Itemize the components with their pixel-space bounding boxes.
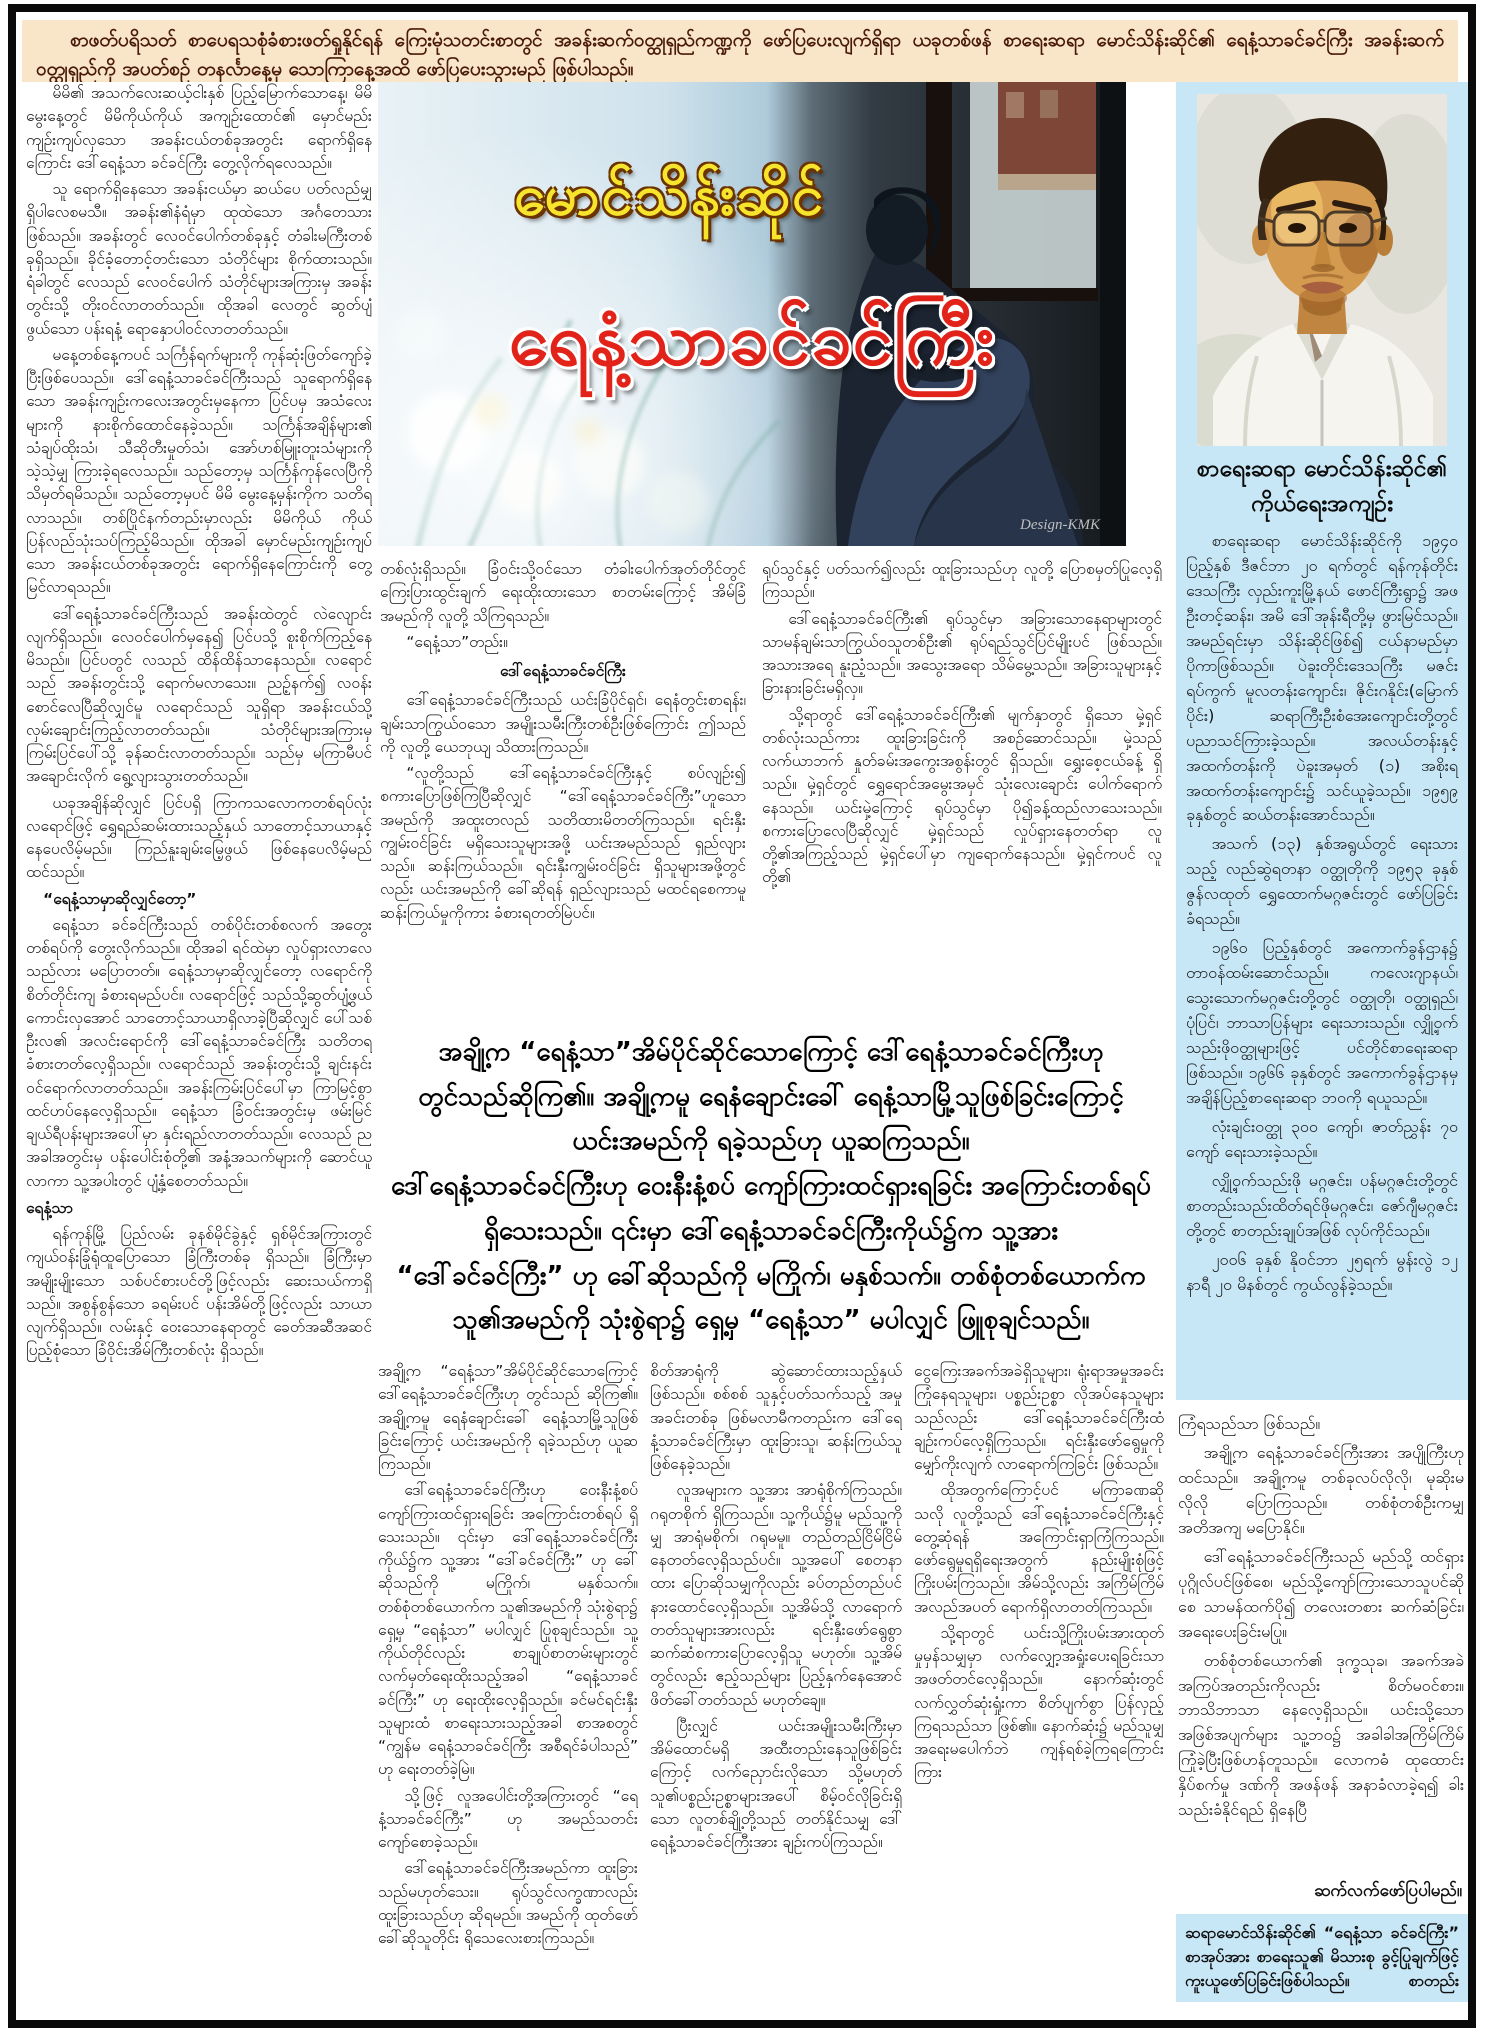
article-column-e [650,1360,902,2002]
pull-quote-line: အချို့က “ရေနံ့သာ”အိမ်ပိုင်ဆိုင်သောကြောင့် ဒေါ်ရေနံ့သာခင်ခင်ကြီးဟု [438,1037,1104,1067]
paragraph: ၁၉၆၀ ပြည့်နှစ်တွင် အကောက်ခွန်ဌာန၌ တာဝန်ထမ်းဆောင်သည်။ ကလေးဂျာနယ်၊ သွေးသောက်မဂ္ဂဇင်းတို့တွင် ဝတ္ထုတို၊ ဝတ္ထုရှည်၊ ပုံပြင်၊ ဘာသာပြန်များ ရေးသားသည်။ လျှို့ဝှက်သည်းဖိုဝတ္ထုများဖြင့် ပင်တိုင်စာရေးဆရာ ဖြစ်သည်။ ၁၉၆၆ ခုနှစ်တွင် အကောက်ခွန်ဌာနမှ အချိန်ပြည့်စာရေးဆရာ ဘဝကို ရယူသည်။ [1186,938,1458,1107]
author-portrait-painting [1197,94,1447,446]
photo-credit-signature: Design-KMK [1020,517,1100,533]
paragraph: ပြီးလျှင် ယင်းအမျိုးသမီးကြီးမှာ အိမ်ထောင်မရှိ အထီးတည်းနေသူဖြစ်ခြင်းကြောင့် လက်ညှောင်းလိုသော သို့မဟုတ် သူ၏ပစ္စည်းဥစ္စာများအပေါ် စိမ့်ဝင်လိုခြင်းရှိသော လူတစ်ချို့တို့သည် တတ်နိုင်သမျှ ဒေါ်ရေနံ့သာခင်ခင်ကြီးအား ချဉ်းကပ်ကြသည်။ [650,1716,902,1851]
paragraph: ဒေါ်ရေနံ့သာခင်ခင်ကြီးအမည်ကာ ထူးခြားသည်မဟုတ်သေး။ ရုပ်သွင်လက္ခဏာလည်း ထူးခြားသည်ဟု ဆိုရမည်။ အမည်ကို ထုတ်ဖော်ခေါ်ဆိုသူတိုင်း ရိုသေလေးစားကြသည်။ [378,1859,638,1947]
paragraph: သို့ရာတွင် ယင်းသို့ကြိုးပမ်းအားထုတ်မှုမှန်သမျှမှာ လက်လျှော့အရှုံးပေးရခြင်းသာ အဖတ်တင်လေ့ရှိသည်။ နောက်ဆုံးတွင် လက်လွှတ်ဆုံးရှုံးကာ စိတ်ပျက်စွာ ပြန်လှည့်ကြရသည်သာ ဖြစ်၏။ နောက်ဆုံး၌ မည်သူမျှ အရေးမပေါက်ဘဲ ကျန်ရစ်ခဲ့ကြရကြောင်း ကြား [914,1623,1164,1782]
hero-image [378,82,1126,546]
paragraph: မိမိ၏ အသက်လေးဆယ့်ငါးနှစ် ပြည့်မြောက်သောနေ့၊ မိမိမွေးနေ့တွင် မိမိကိုယ်ကိုယ် အကျဉ်းထောင်၏ မှောင်မည်းကျဉ်းကျပ်လှသော အခန်းငယ်တစ်ခုအတွင်း ရောက်ရှိနေကြောင်း ဒေါ်ရေနံ့သာ ခင်ခင်ကြီး တွေ့လိုက်ရလေသည်။ [26,84,372,172]
paragraph: ရန်ကုန်မြို့ ပြည်လမ်း ခုနစ်မိုင်ခွဲနှင့် ရှစ်မိုင်အကြားတွင် ကျယ်ဝန်းခြုံရုံထူပြောသော ခြံကြီးတစ်ခု ရှိသည်။ ခြံကြီးမှာ အမျိုးမျိုးသော သစ်ပင်စားပင်တို့ဖြင့်လည်း ဆေးသယ်ကာရှိသည်။ အစွန်စွန်သော ခရမ်းပင် ပန်းအိမ်တို့ဖြင့်လည်း သာယာလျက်ရှိသည်။ လမ်းနှင့် ဝေးသောနေရာတွင် ခေတ်အဆီအဆင် ပြည့်စုံသော ခြံဝိုင်းအိမ်ကြီးတစ်လုံး ရှိသည်။ [26,1225,372,1360]
pull-quote-line: “ဒေါ်ခင်ခင်ကြီး” ဟု ခေါ်ဆိုသည်ကို မကြိုက်၊ မနှစ်သက်။ တစ်စုံတစ်ယောက်က [396,1260,1146,1291]
dialogue-line: “ရေနံ့သာမှာဆိုလျှင်တော့” [43,889,197,908]
character-subhead: ဒေါ်ရေနံ့သာခင်ခင်ကြီး [500,662,626,680]
pull-quote-line: ဒေါ်ရေနံ့သာခင်ခင်ကြီးဟု ဝေးနီးနံ့စပ် ကျော်ကြားထင်ရှားရခြင်း အကြောင်းတစ်ရပ် [390,1171,1151,1202]
bio-heading-line1: စာရေးဆရာ မောင်သိန်းဆိုင်၏ [1196,456,1448,482]
masthead-note: စာဖတ်ပရိသတ် စာပေရသစုံခံစားဖတ်ရှုနိုင်ရန် ကြေးမုံသတင်းစာတွင် အခန်းဆက်ဝတ္ထုရှည်ကဏ္ဍကို ဖော်ပြပေးလျက်ရှိရာ ယခုတစ်ဖန် စာရေးဆရာ မောင်သိန်းဆိုင်၏ ရေနံ့သာခင်ခင်ကြီး အခန်းဆက် ဝတ္ထုရှည်ကို အပတ်စဉ် တနင်္လာနေ့မှ သောကြာနေ့အထိ ဖော်ပြပေးသွားမည် ဖြစ်ပါသည်။ [22,20,1458,82]
article-column-b [380,558,746,1024]
author-bio-sidebar [1176,82,1468,2006]
paragraph: ၂၀၀၆ ခုနှစ် နိုဝင်ဘာ ၂၅ရက် မွန်းလွဲ ၁၂ နာရီ ၂၀ မိနစ်တွင် ကွယ်လွန်ခဲ့သည်။ [1186,1249,1458,1294]
paragraph: ရုပ်သွင်နှင့် ပတ်သက်၍လည်း ထူးခြားသည်ဟု လူတို့ ပြောစမှတ်ပြုလေ့ရှိကြသည်။ [762,560,1162,602]
novel-title: ရေနံ့သာခင်ခင်ကြီး [508,297,996,381]
pull-quote-line: ယင်းအမည်ကို ရခဲ့သည်ဟု ယူဆကြသည်။ [572,1126,970,1157]
paragraph: ရေနံ့သာ ခင်ခင်ကြီးသည် တစ်ပိုင်းတစ်စလက် အတွေးတစ်ရပ်ကို တွေးလိုက်သည်။ ထိုအခါ ရင်ထဲမှာ လှုပ်ရှားလာလေသည်လား မပြောတတ်။ ရေနံ့သာမှာဆိုလျှင်တော့ လရောင်ကို စိတ်တိုင်းကျ ခံစားရမည်ပင်။ လရောင်ဖြင့် သည်သို့ဆွတ်ပျံ့ဖွယ်ကောင်းလှအောင် သာတောင့်သာယာရှိလာခဲ့ပြီဆိုလျှင် ပေါ်သစ်ဦးလ၏ အလင်းရောင်ကို ဒေါ်ရေနံ့သာခင်ခင်ကြီး သတိတရ ခံစားတတ်လေ့ရှိသည်။ လရောင်သည် အခန်းတွင်းသို့ ချင်းနင်းဝင်ရောက်လာတတ်သည်။ အခန်းကြမ်းပြင်ပေါ်မှာ ကြာမြင့်စွာ ထင်ဟပ်နေလေ့ရှိသည်။ ရေနံ့သာ ခြံဝင်းအတွင်းမှ ဖမ်းမြင်ချယ်ရီပန်းများအပေါ်မှာ နှင်းရည်လာတတ်သည်။ လေသည် ညအခါအတွင်းမှ ပန်းပေါင်းစုံတို့၏ အနံ့အသက်များကို ဆောင်ယူလာကာ သူ့အပါးတွင် ပျံ့နှံ့စေတတ်သည်။ [26,915,372,1190]
paragraph: သို့ဖြင့် လူအပေါင်းတို့အကြားတွင် “ရေနံ့သာခင်ခင်ကြီး” ဟု အမည်သတင်း ကျော်စောခဲ့သည်။ [378,1786,638,1851]
bio-blue-panel [1176,82,1468,1400]
paragraph: စိတ်အာရုံကို ဆွဲဆောင်ထားသည့်နှယ် ဖြစ်သည်။ စစ်စစ် သူနှင့်ပတ်သက်သည့် အမှုအခင်းတစ်ခု ဖြစ်မလာမီကတည်းက ဒေါ်ရေနံ့သာခင်ခင်ကြီးမှာ ထူးခြားသူ၊ ဆန်းကြယ်သူ ဖြစ်နေခဲ့သည်။ [650,1362,902,1473]
paragraph: စာရေးဆရာ မောင်သိန်းဆိုင်ကို ၁၉၄၀ ပြည့်နှစ် ဒီဇင်ဘာ ၂၀ ရက်တွင် ရန်ကုန်တိုင်းဒေသကြီး လှည်းကူးမြို့နယ် ဖောင်ကြီးရွာ၌ အဖ ဦးတင့်ဆန်း၊ အမိ ဒေါ်အုန်းရီတို့မှ ဖွားမြင်သည်။ အမည်ရင်းမှာ သိန်းဆိုင်ဖြစ်၍ ငယ်နာမည်မှာ ပိုကာဖြစ်သည်။ ပဲခူးတိုင်းဒေသကြီး မဇင်းရပ်ကွက် မူလတန်းကျောင်း၊ ဇိုင်းဂနိုင်း(မြောက်ပိုင်း) ဆရာကြီးဦးစံအေးကျောင်းတို့တွင် ပညာသင်ကြားခဲ့သည်။ အလယ်တန်းနှင့် အထက်တန်းကို ပဲခူးအမှတ် (၁) အစိုးရ အထက်တန်းကျောင်း၌ သင်ယူခဲ့သည်။ ၁၉၅၉ ခုနှစ်တွင် ဆယ်တန်းအောင်သည်။ [1186,531,1458,825]
bio-heading [1182,452,1462,521]
paragraph: လုံးချင်းဝတ္ထု ၃၀၀ ကျော်၊ ဇာတ်ညွှန်း ၇၀ ကျော် ရေးသားခဲ့သည်။ [1186,1116,1458,1161]
to-be-continued-note: ဆက်လက်ဖော်ပြပါမည်။ [1313,1881,1462,1901]
paragraph: သို့ရာတွင် ဒေါ်ရေနံ့သာခင်ခင်ကြီး၏ မျက်နှာတွင် ရှိသော မှဲ့ရှင်တစ်လုံးသည်ကား ထူးခြားခြင်းကို အစဉ်ဆောင်သည်။ မှဲ့သည် လက်ယာဘက် နှုတ်ခမ်းအကွေးအစွန်းတွင် ရှိသည်။ ရွှေးစေ့ငယ်ခန့် ရှိသည်။ မှဲ့ရှင်တွင် ရွှေရောင်အမွေးအမှင် သုံးလေးချောင်း ပေါက်ရောက်နေသည်။ ယင်းမှဲ့ကြောင့် ရုပ်သွင်မှာ ပို၍ခန့်ထည်လာသေးသည်။ စကားပြောလေပြီဆိုလျှင် မှဲ့ရှင်သည် လှုပ်ရှားနေတတ်ရာ လူတို့၏အကြည့်သည် မှဲ့ရှင်ပေါ်မှာ ကျရောက်နေသည်။ မှဲ့ရှင်ကပင် လူတို့၏ [762,705,1162,887]
paragraph: မနေ့တစ်နေ့ကပင် သင်္ကြန်ရက်များကို ကုန်ဆုံးဖြတ်ကျော်ခဲ့ပြီးဖြစ်ပေသည်။ ဒေါ်ရေနံ့သာခင်ခင်ကြီးသည် သူရောက်ရှိနေသော အခန်းကျဉ်းကလေးအတွင်းမှနေကာ ပြင်ပမှ အသံလေးများကို နားစိုက်ထောင်နေခဲ့သည်။ သင်္ကြန်အချိန်များ၏ သံချပ်ထိုးသံ၊ သီဆိုတီးမှုတ်သံ၊ အော်ဟစ်မြူးတူးသံများကို သဲ့သဲ့မျှ ကြားခဲ့ရလေသည်။ သည်တော့မှ သင်္ကြန်ကုန်လေပြီကို သိမှတ်ရမိသည်။ သည်တော့မှပင် မိမိ မွေးနေ့မှန်းကိုက သတိရလာသည်။ တစ်ပြိုင်နက်တည်းမှာလည်း မိမိကိုယ် ကိုယ်ပြန်လည်သုံးသပ်ကြည့်မိသည်။ ထိုအခါ မှောင်မည်းကျဉ်းကျပ်သော အခန်းငယ်တစ်ခုအတွင်း ရောက်ရှိနေကြောင်းကို တွေ့မြင်လာရသည်။ [26,345,372,597]
paragraph: ဒေါ်ရေနံ့သာခင်ခင်ကြီးသည် ယင်းခြံပိုင်ရှင်၊ ရေနံတွင်းစာရန်း၊ ချမ်းသာကြွယ်ဝသော အမျိုးသမီးကြီးတစ်ဦးဖြစ်ကြောင်း ဤသည်ကို လူတို့ ယေဘုယျ သိထားကြသည်။ [380,691,746,756]
bio-heading-line2: ကိုယ်ရေးအကျဉ်း [1250,490,1394,517]
pull-quote [382,1030,1160,1354]
sidebar-continuation-text [1176,1408,1468,1878]
editor-signature: စာတည်း [1408,1971,1459,1990]
paragraph: ဒေါ်ရေနံ့သာခင်ခင်ကြီး၏ ရုပ်သွင်မှာ အခြားသောနေရာများတွင် သာမန်ချမ်းသာကြွယ်ဝသူတစ်ဦး၏ ရုပ်ရည်သွင်ပြင်မျိုးပင် ဖြစ်သည်။ အသားအရေ နူးညံ့သည်။ အသွေးအရော သိမ်မွေ့သည်။ အခြားသူများနှင့် ခြားနားခြင်းမရှိလှ။ [762,609,1162,698]
editor-permission-note [1176,1914,1468,2002]
paragraph: အချို့က “ရေနံ့သာ”အိမ်ပိုင်ဆိုင်သောကြောင့် ဒေါ်ရေနံ့သာခင်ခင်ကြီးဟု တွင်သည် ဆိုကြ၏။ အချို့ကမူ ရေနံချောင်းခေါ် ရေနံ့သာမြို့သူဖြစ်ခြင်းကြောင့် ယင်းအမည်ကို ရခဲ့သည်ဟု ယူဆကြသည်။ [378,1362,638,1473]
paragraph: လူအများက သူ့အား အာရုံစိုက်ကြသည်။ ဂရုတစိုက် ရှိကြသည်။ သူ့ကိုယ်၌မူ မည်သူ့ကိုမျှ အာရုံမစိုက်၊ ဂရုမမူ။ တည်တည်ငြိမ်ငြိမ် နေတတ်လေ့ရှိသည်ပင်။ သူ့အပေါ် စေတနာထား ပြောဆိုသမျှကိုလည်း ခပ်တည်တည်ပင် နားထောင်လေ့ရှိသည်။ သူ့အိမ်သို့ လာရောက်တတ်သူများအားလည်း ရင်းနှီးဖော်ရွေစွာ ဆက်ဆံစကားပြောလေ့ရှိသူ မဟုတ်။ သူ့အိမ်တွင်လည်း ဧည့်သည်များ ပြည့်နှက်နေအောင် ဖိတ်ခေါ်တတ်သည် မဟုတ်ချေ။ [650,1481,902,1709]
paragraph: ယခုအချိန်ဆိုလျှင် ပြင်ပရှိ ကြာကသလောကတစ်ရပ်လုံး လရောင်ဖြင့် ရွှေရည်ဆမ်းထားသည့်နှယ် သာတောင့်သာယာနှင့် နေပေလိမ့်မည်။ ကြည်နူးချမ်းမြေ့ဖွယ် ဖြစ်နေပေလိမ့်မည် ထင်သည်။ [26,793,372,882]
pull-quote-line: သူ၏အမည်ကို သုံးစွဲရာ၌ ရှေ့မှ “ရေနံ့သာ” မပါလျှင် ဖြူစုချင်သည်။ [452,1305,1090,1336]
paragraph: “လူတို့သည် ဒေါ်ရေနံ့သာခင်ခင်ကြီးနှင့် စပ်လျဉ်း၍ စကားပြောဖြစ်ကြပြီဆိုလျှင် “ဒေါ်ရေနံ့သာခင်ခင်ကြီး”ဟူသောအမည်ကို အထူးတလည် သတိထားမိတတ်ကြသည်။ ရင်းနှီးကျွမ်းဝင်ခြင်း မရှိသေးသူများအဖို့ ယင်းအမည်သည် ရှည်လျားသည်။ ဆန်းကြယ်သည်။ ရင်းနှီးကျွမ်းဝင်ခြင်း ရှိသူများအဖို့တွင်လည်း ယင်းအမည်ကို ခေါ်ဆိုရန် ရှည်လျားသည် မထင်ရစေကာမူ ဆန်းကြယ်မှုကိုကား ခံစားရတတ်မြဲပင်။ [380,764,746,922]
paragraph: ငွေကြေးအခက်အခဲရှိသူများ၊ ရုံးရာအမှုအခင်း ကြုံနေရသူများ၊ ပစ္စည်းဥစ္စာ လိုအပ်နေသူများသည်လည်း ဒေါ်ရေနံ့သာခင်ခင်ကြီးထံ ချဉ်းကပ်လေ့ရှိကြသည်။ ရင်းနှီးဖော်ရွေမှုကို မျှော်ကိုးလျက် လာရောက်ကြခြင်း ဖြစ်သည်။ [914,1362,1164,1473]
paragraph: တစ်လုံးရှိသည်။ ခြံဝင်းသို့ဝင်သော တံခါးပေါက်အုတ်တိုင်တွင် ကြေးပြားထွင်းချက် ရေးထိုးထားသော စာတမ်းကြောင့် အိမ်ခြံအမည်ကို လူတို့ သိကြရသည်။ [380,560,746,625]
page-frame [8,4,1476,2028]
paragraph: သူ ရောက်ရှိနေသော အခန်းငယ်မှာ ဆယ်ပေ ပတ်လည်မျှ ရှိပါလေစမသီ။ အခန်း၏နံရံမှာ ထုထဲသော အင်္ဂတေသား ဖြစ်သည်။ အခန်းတွင် လေဝင်ပေါက်တစ်ခုနှင့် တံခါးမကြီးတစ်ခုရှိသည်။ ခိုင်ခံ့တောင့်တင်းသော သံတိုင်များ စိုက်ထားသည်။ ရံခါတွင် လေသည် လေဝင်ပေါက် သံတိုင်များအကြားမှ အခန်းတွင်းသို့ တိုးဝင်လာတတ်သည်။ ထိုအခါ လေတွင် ဆွတ်ပျံ့ဖွယ်သော ပန်းရနံ့ ရောနှောပါဝင်လာတတ်သည်။ [26,180,372,338]
paragraph: ကြံရသည်သာ ဖြစ်သည်။ [1178,1414,1321,1433]
paragraph: ထိုအတွက်ကြောင့်ပင် မကြာခဏဆိုသလို လူတို့သည် ဒေါ်ရေနံ့သာခင်ခင်ကြီးနှင့် တွေ့ဆုံရန် အကြောင်းရှာကြံကြသည်။ ဖော်ရွေမှုရရှိရေးအတွက် နည်းမျိုးစုံဖြင့် ကြိုးပမ်းကြသည်။ အိမ်သို့လည်း အကြိမ်ကြိမ် အလည်အပတ် ရောက်ရှိလာတတ်ကြသည်။ [914,1481,1164,1616]
article-column-left [26,82,372,2002]
paragraph: ဒေါ်ရေနံ့သာခင်ခင်ကြီးသည် အခန်းထဲတွင် လဲလျောင်းလျက်ရှိသည်။ လေဝင်ပေါက်မှနေ၍ ပြင်ပသို့ စူးစိုက်ကြည့်နေမိသည်။ ပြင်ပတွင် လသည် ထိန်ထိန်သာနေသည်။ လရောင်သည် အခန်းတွင်းသို့ ရောက်မလာသေး။ ညဉ့်နက်၍ လဝန်းစောင်လေပြီဆိုလျှင်မူ လရောင်သည် သူရှိရာ အခန်းငယ်သို့ လှမ်းချောင်းကြည့်လာတတ်သည်။ သံတိုင်များအကြားမှ ကြမ်းပြင်ပေါ်သို့ ခုန်ဆင်းလာတတ်သည်။ သည်မှ မကြာမီပင် အချောင်းလိုက် ရွေ့လျားသွားတတ်သည်။ [26,604,372,786]
bio-text [1176,529,1468,1298]
paragraph: လျှို့ဝှက်သည်းဖို မဂ္ဂဇင်း၊ ပန်မဂ္ဂဇင်းတို့တွင် စာတည်းသည်းထိတ်ရင်ဖိုမဂ္ဂဇင်း၊ ဇော်ဂျီမဂ္ဂဇင်းတို့တွင် စာတည်းချုပ်အဖြစ် လုပ်ကိုင်သည်။ [1186,1170,1458,1240]
paragraph: တစ်စုံတစ်ယောက်၏ ဒုက္ခသုခ၊ အခက်အခဲ အကြပ်အတည်းကိုလည်း စိတ်မဝင်စား။ ဘာသိဘာသာ နေလေ့ရှိသည်။ ယင်းသို့သောအဖြစ်အပျက်များ သူ့ဘဝ၌ အခါခါအကြိမ်ကြိမ် ကြုံခဲ့ပြီးဖြစ်ဟန်တူသည်။ လောကဓံ ထုထောင်းနှိပ်စက်မှု ဒဏ်ကို အဖန်ဖန် အနာခံလာခဲ့ရ၍ ခါးသည်းခံနိုင်ရည် ရှိနေပြီ [1178,1650,1464,1820]
editor-note-text: ဆရာမောင်သိန်းဆိုင်၏ “ရေနံ့သာ ခင်ခင်ကြီး” စာအုပ်အား စာရေးသူ၏ မိသားစု ခွင့်ပြုချက်ဖြင့် ကူးယူဖော်ပြခြင်းဖြစ်ပါသည်။ [1185,1923,1459,1990]
paragraph: ဒေါ်ရေနံ့သာခင်ခင်ကြီးသည် မည်သို့ ထင်ရှားပုဂ္ဂိုလ်ပင်ဖြစ်စေ၊ မည်သို့ကျော်ကြားသောသူပင်ဆိုစေ သာမန်ထက်ပို၍ တလေးတစား ဆက်ဆံခြင်း၊ အရေးပေးခြင်းမပြု။ [1178,1546,1464,1641]
paragraph: “ရေနံ့သာ”တည်း။ [406,632,508,651]
paragraph: ဒေါ်ရေနံ့သာခင်ခင်ကြီးဟု ဝေးနီးနံ့စပ် ကျော်ကြားထင်ရှားရခြင်း အကြောင်းတစ်ရပ် ရှိသေးသည်။ ၎င်းမှာ ဒေါ်ရေနံ့သာခင်ခင်ကြီးကိုယ်၌က သူ့အား “ဒေါ်ခင်ခင်ကြီး” ဟု ခေါ်ဆိုသည်ကို မကြိုက်၊ မနှစ်သက်။ တစ်စုံတစ်ယောက်က သူ၏အမည်ကို သုံးစွဲရာ၌ ရှေ့မှ “ရေနံ့သာ” မပါလျှင် ပြုစုချင်သည်။ သူ့ကိုယ်တိုင်လည်း စာချုပ်စာတမ်းများတွင် လက်မှတ်ရေးထိုးသည့်အခါ “ရေနံ့သာခင်ခင်ကြီး” ဟု ရေးထိုးလေ့ရှိသည်။ ခင်မင်ရင်းနှီးသူများထံ စာရေးသားသည့်အခါ စာအစတွင် “ကျွန်မ ရေနံ့သာခင်ခင်ကြီး အစီရင်ခံပါသည်” ဟု ရေးတတ်ခဲ့မြဲ။ [378,1481,638,1779]
pull-quote-line: ရှိသေးသည်။ ၎င်းမှာ ဒေါ်ရေနံ့သာခင်ခင်ကြီးကိုယ်၌က သူ့အား [483,1215,1059,1246]
paragraph: အချို့က ရေနံ့သာခင်ခင်ကြီးအား အပျိုကြီးဟု ထင်သည်။ အချို့ကမူ တစ်ခုလပ်လိုလို၊ မုဆိုးမလိုလို ပြောကြသည်။ တစ်စုံတစ်ဦးကမျှ အတိအကျ မပြောနိုင်။ [1178,1442,1464,1537]
article-column-d [378,1360,638,2002]
paragraph: အသက် (၁၃) နှစ်အရွယ်တွင် ရေးသားသည့် လည်ဆွဲရတနာ ဝတ္ထုတိုကို ၁၉၅၃ ခုနှစ် ဇွန်လထုတ် ရွှေထောက်မဂ္ဂဇင်းတွင် ဖော်ပြခြင်းခံရသည်။ [1186,834,1458,929]
article-column-f [914,1360,1164,2002]
article-column-c [762,558,1162,1024]
pull-quote-line: တွင်သည်ဆိုကြ၏။ အချို့ကမူ ရေနံချောင်းခေါ် ရေနံ့သာမြို့သူဖြစ်ခြင်းကြောင့် [418,1081,1124,1112]
author-name-title: မောင်သိန်းဆိုင် [514,163,826,228]
section-subhead: ရေနံ့သာ [26,1198,73,1217]
